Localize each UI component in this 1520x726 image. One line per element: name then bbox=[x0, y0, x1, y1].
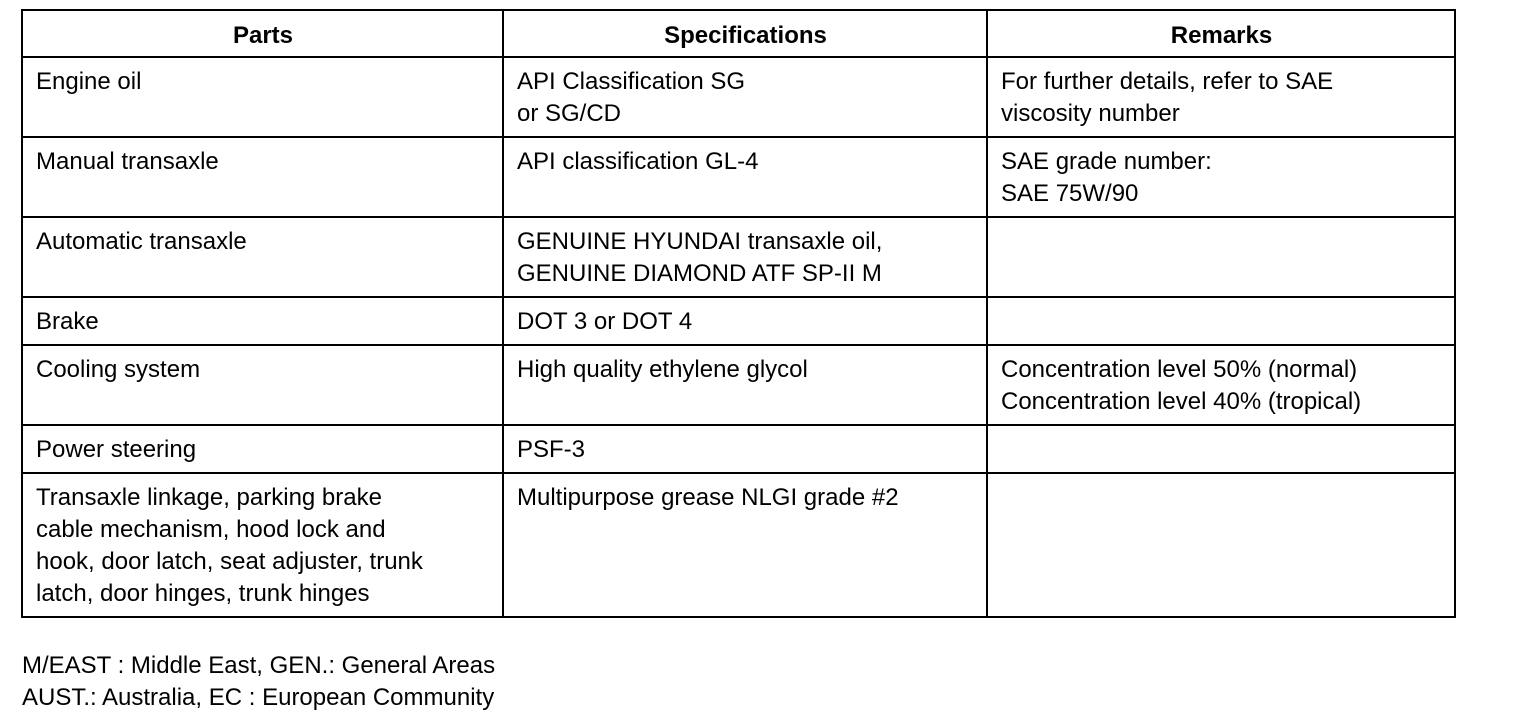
cell-text: latch, door hinges, trunk hinges bbox=[36, 580, 370, 607]
cell-text: viscosity number bbox=[1001, 100, 1180, 127]
cell-text: hook, door latch, seat adjuster, trunk bbox=[36, 548, 423, 575]
table-row bbox=[22, 217, 1455, 297]
header-parts: Parts bbox=[22, 10, 503, 57]
cell-remarks bbox=[987, 57, 1455, 137]
header-remarks: Remarks bbox=[987, 10, 1455, 57]
cell-text: SAE grade number: bbox=[1001, 148, 1212, 175]
lubricant-spec-table bbox=[21, 9, 1456, 618]
cell-text: Cooling system bbox=[36, 356, 201, 383]
cell-specifications bbox=[503, 345, 987, 425]
table-row bbox=[22, 137, 1455, 217]
table-row bbox=[22, 57, 1455, 137]
cell-parts bbox=[22, 297, 503, 345]
cell-text: Engine oil bbox=[36, 68, 142, 95]
cell-text: SAE 75W/90 bbox=[1001, 180, 1139, 207]
cell-parts bbox=[22, 425, 503, 473]
cell-text: Brake bbox=[36, 308, 99, 335]
cell-remarks bbox=[987, 425, 1455, 473]
table-row bbox=[22, 345, 1455, 425]
cell-specifications bbox=[503, 473, 987, 617]
footnote-line: M/EAST : Middle East, GEN.: General Areas bbox=[22, 652, 496, 679]
cell-parts bbox=[22, 217, 503, 297]
cell-text: API classification GL-4 bbox=[517, 148, 759, 175]
cell-specifications bbox=[503, 137, 987, 217]
cell-remarks bbox=[987, 345, 1455, 425]
cell-parts bbox=[22, 57, 503, 137]
footnotes bbox=[22, 650, 495, 714]
cell-remarks bbox=[987, 473, 1455, 617]
footnote-line: AUST.: Australia, EC : European Community bbox=[22, 684, 495, 711]
cell-specifications bbox=[503, 425, 987, 473]
cell-text: Concentration level 50% (normal) bbox=[1001, 356, 1358, 383]
cell-text: Power steering bbox=[36, 436, 197, 463]
cell-text: or SG/CD bbox=[517, 100, 622, 127]
cell-specifications bbox=[503, 217, 987, 297]
table-row bbox=[22, 425, 1455, 473]
cell-remarks bbox=[987, 217, 1455, 297]
cell-text: GENUINE HYUNDAI transaxle oil, bbox=[517, 228, 883, 255]
cell-text: High quality ethylene glycol bbox=[517, 356, 808, 383]
cell-text: Automatic transaxle bbox=[36, 228, 247, 255]
cell-specifications bbox=[503, 297, 987, 345]
cell-parts bbox=[22, 345, 503, 425]
table-row bbox=[22, 473, 1455, 617]
cell-parts bbox=[22, 137, 503, 217]
cell-text: Concentration level 40% (tropical) bbox=[1001, 388, 1362, 415]
cell-text: For further details, refer to SAE bbox=[1001, 68, 1334, 95]
table-header-row bbox=[22, 10, 1455, 57]
cell-text: cable mechanism, hood lock and bbox=[36, 516, 386, 543]
cell-text: GENUINE DIAMOND ATF SP-II M bbox=[517, 260, 882, 287]
cell-specifications bbox=[503, 57, 987, 137]
cell-remarks bbox=[987, 297, 1455, 345]
cell-text: Transaxle linkage, parking brake bbox=[36, 484, 382, 511]
cell-text: API Classification SG bbox=[517, 68, 746, 95]
cell-text: Multipurpose grease NLGI grade #2 bbox=[517, 484, 899, 511]
cell-parts bbox=[22, 473, 503, 617]
header-specifications: Specifications bbox=[503, 10, 987, 57]
table-row bbox=[22, 297, 1455, 345]
cell-text: PSF-3 bbox=[517, 436, 586, 463]
cell-text: Manual transaxle bbox=[36, 148, 219, 175]
cell-remarks bbox=[987, 137, 1455, 217]
cell-text: DOT 3 or DOT 4 bbox=[517, 308, 693, 335]
